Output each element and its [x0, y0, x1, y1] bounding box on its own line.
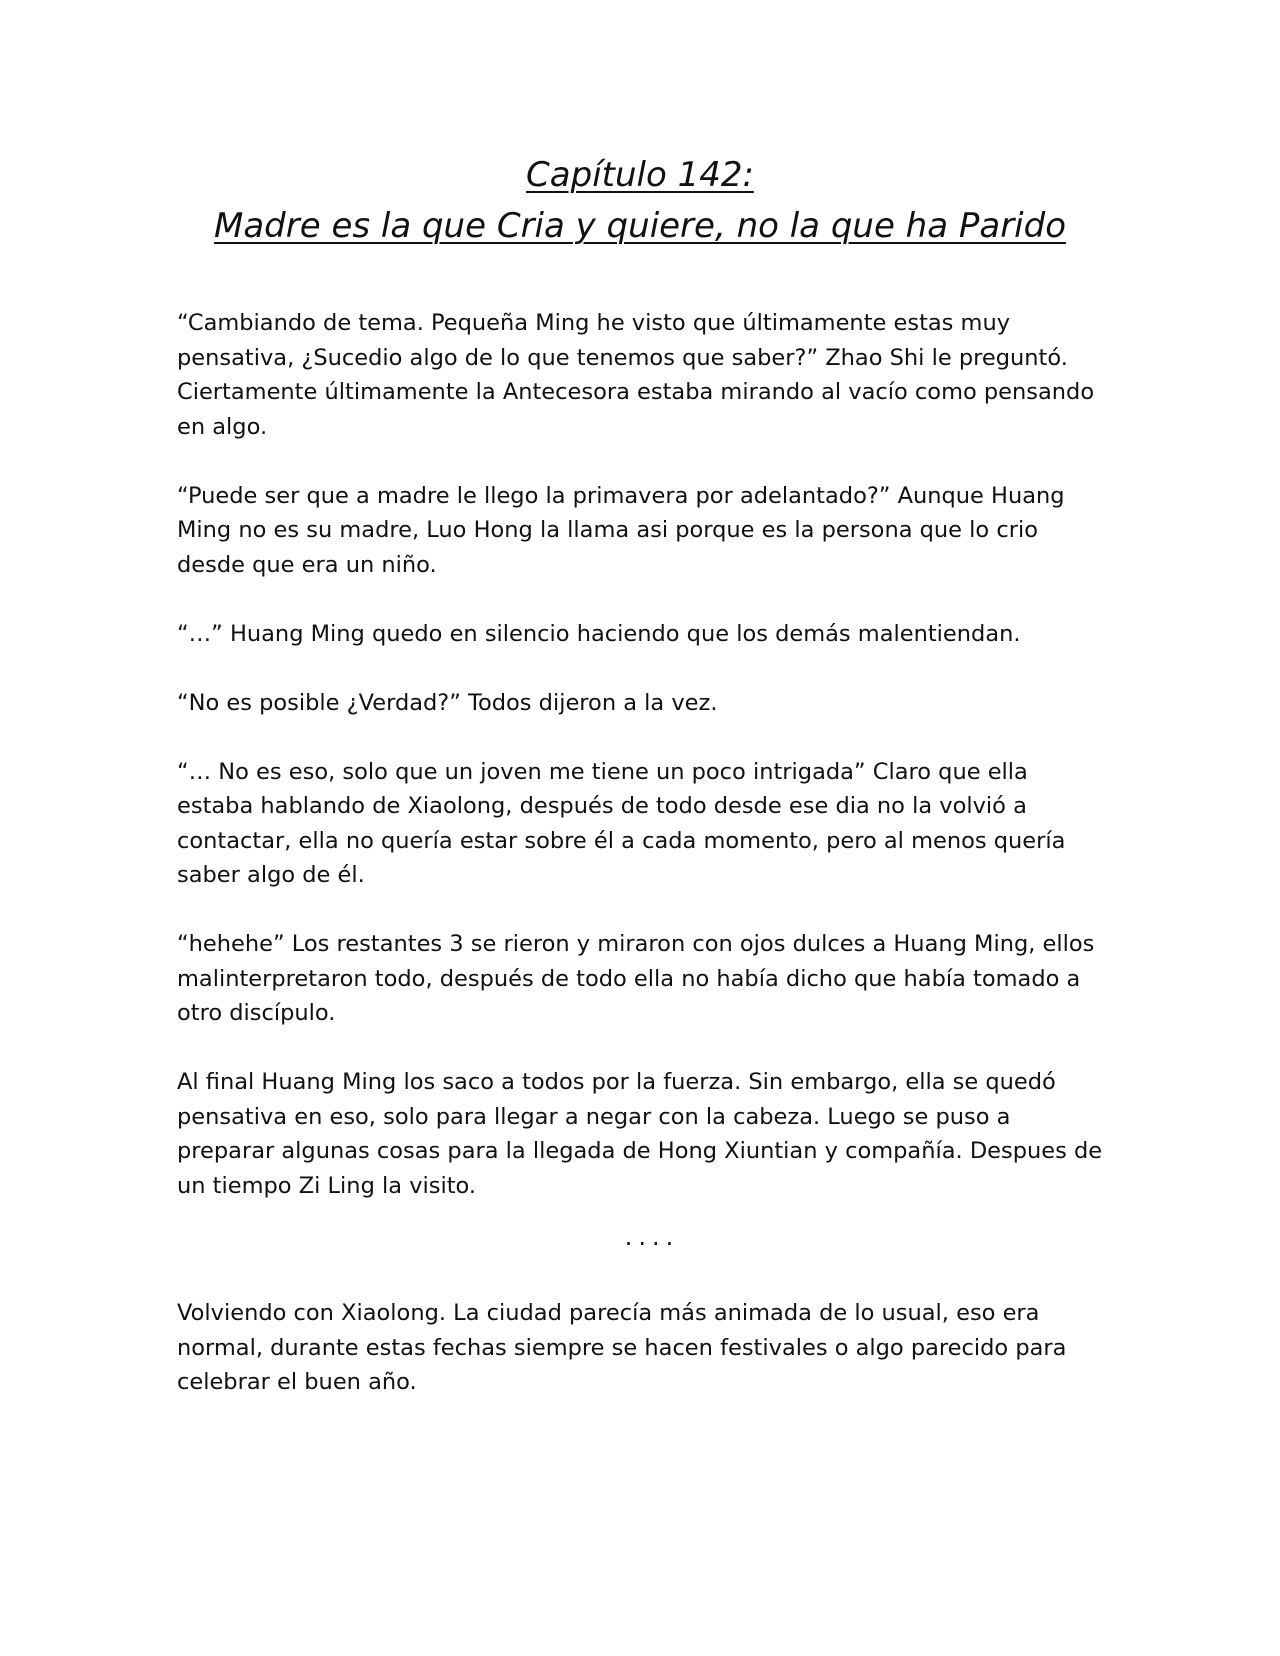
- paragraph: Volviendo con Xiaolong. La ciudad parecía más animada de lo usual, eso era normal, durante estas fechas siempre se hacen festivales o algo parecido para celebrar el buen año.: [177, 1300, 1067, 1395]
- paragraph: Al final Huang Ming los saco a todos por la fuerza. Sin embargo, ella se quedó pensativa en eso, solo para llegar a negar con la cabeza. Luego se puso a preparar algunas cosas para la llegada de Hong Xiuntian y compañía. Despues de un tiempo Zi Ling la visito.: [177, 1069, 1103, 1199]
- scene-separator: ....: [624, 1222, 680, 1251]
- paragraph: “Cambiando de tema. Pequeña Ming he visto que últimamente estas muy pensativa, ¿Sucedio algo de lo que tenemos que saber?” Zhao Shi le preguntó. Ciertamente últimamente la Antecesora estaba mirando al vacío como pensando en algo.: [177, 310, 1095, 440]
- chapter-title: [0, 150, 1280, 252]
- paragraph: “… No es eso, solo que un joven me tiene un poco intrigada” Claro que ella estaba hablando de Xiaolong, después de todo desde ese dia no la volvió a contactar, ella no quería estar sobre él a cada momento, pero al menos quería saber algo de él.: [177, 758, 1066, 888]
- paragraph: “…” Huang Ming quedo en silencio haciendo que los demás malentiendan.: [177, 620, 1021, 647]
- paragraph: “No es posible ¿Verdad?” Todos dijeron a la vez.: [177, 689, 718, 716]
- chapter-number: Capítulo 142:: [526, 155, 754, 195]
- paragraph: “Puede ser que a madre le llego la primavera por adelantado?” Aunque Huang Ming no es su madre, Luo Hong la llama asi porque es la persona que lo crio desde que era un niño.: [177, 482, 1065, 578]
- chapter-body: [177, 306, 1107, 1434]
- paragraph: “hehehe” Los restantes 3 se rieron y miraron con ojos dulces a Huang Ming, ellos malinterpretaron todo, después de todo ella no había dicho que había tomado a otro discípulo.: [177, 931, 1095, 1026]
- chapter-subtitle: Madre es la que Cria y quiere, no la que ha Parido: [213, 206, 1067, 246]
